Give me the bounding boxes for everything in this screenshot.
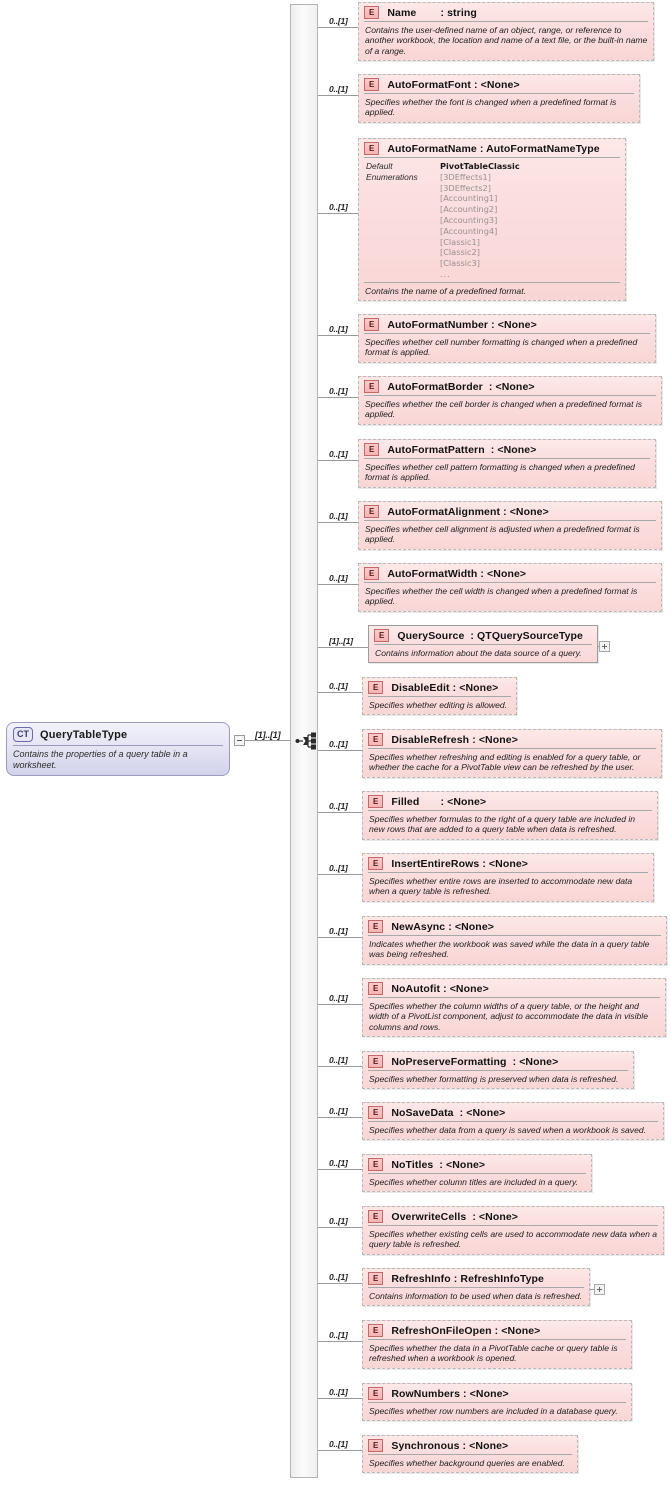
element-cardinality: 0..[1] [329, 84, 348, 94]
element-box[interactable] [362, 1102, 664, 1140]
element-badge: E [368, 1210, 383, 1223]
element-badge: E [368, 857, 383, 870]
element-box[interactable] [362, 677, 517, 715]
element-connector-line [318, 1341, 362, 1342]
enumeration-value: [Classic3] [440, 258, 480, 269]
element-box[interactable] [362, 1320, 632, 1369]
element-box[interactable] [358, 2, 654, 61]
expand-node-button[interactable] [599, 641, 610, 652]
element-header [359, 502, 661, 520]
element-header [363, 1103, 663, 1121]
element-name: RefreshOnFileOpen : <None> [391, 1324, 541, 1337]
element-badge: E [368, 1055, 383, 1068]
element-connector-line [318, 1227, 362, 1228]
element-connector-line [318, 1398, 362, 1399]
enumeration-value: [Accounting3] [440, 214, 498, 225]
element-badge: E [368, 795, 383, 808]
root-cardinality: [1]..[1] [255, 730, 281, 740]
element-cardinality: 0..[1] [329, 324, 348, 334]
element-connector-line [318, 27, 358, 28]
element-name: InsertEntireRows : <None> [391, 857, 529, 870]
element-box[interactable] [358, 376, 662, 425]
element-description: Specifies whether cell alignment is adjusted when a predefined format is applied. [365, 524, 640, 545]
element-name: AutoFormatWidth : <None> [387, 567, 527, 580]
element-name: AutoFormatAlignment : <None> [387, 505, 549, 518]
element-header [363, 1155, 591, 1173]
element-name: DisableRefresh : <None> [391, 733, 518, 746]
element-connector-line [318, 213, 358, 214]
element-cardinality: 0..[1] [329, 1055, 348, 1065]
element-cardinality: 0..[1] [329, 16, 348, 26]
element-description: Specifies whether data from a query is saved when a workbook is saved. [369, 1125, 647, 1135]
element-header [359, 440, 655, 458]
enumeration-block [359, 158, 625, 282]
element-cardinality: 0..[1] [329, 573, 348, 583]
enumeration-default-value: PivotTableClassic [440, 161, 520, 171]
element-name: AutoFormatNumber : <None> [387, 318, 537, 331]
element-name: Name : string [387, 6, 477, 19]
element-connector-line [318, 1169, 362, 1170]
element-header [359, 315, 655, 333]
element-description: Specifies whether the data in a PivotTable cache or query table is refreshed when a workbook is opened. [369, 1343, 618, 1364]
element-box[interactable] [358, 314, 656, 363]
enumeration-value: [Accounting4] [440, 225, 498, 236]
element-name: AutoFormatBorder : <None> [387, 380, 535, 393]
element-badge: E [374, 629, 389, 642]
element-connector-line [318, 647, 368, 648]
enumeration-value: ... [440, 268, 451, 279]
element-cardinality: 0..[1] [329, 386, 348, 396]
element-name: DisableEdit : <None> [391, 681, 499, 694]
element-badge: E [364, 505, 379, 518]
element-cardinality: 0..[1] [329, 1216, 348, 1226]
element-header [363, 917, 666, 935]
element-cardinality: 0..[1] [329, 202, 348, 212]
element-cardinality: 0..[1] [329, 1330, 348, 1340]
element-cardinality: 0..[1] [329, 926, 348, 936]
enumeration-value: [3DEffects2] [440, 182, 491, 193]
element-connector-line [318, 1450, 362, 1451]
element-box[interactable] [362, 916, 667, 965]
element-description: Specifies whether the column widths of a query table, or the height and width of a PivotList component, adjust to accommodate the data in visible columns and rows. [369, 1001, 648, 1032]
enumeration-value: [Classic1] [440, 236, 480, 247]
element-description: Specifies whether formulas to the right of a query table are included in new rows that are added to a query table when data is refreshed. [369, 814, 636, 835]
element-header [363, 792, 657, 810]
element-cardinality: 0..[1] [329, 801, 348, 811]
element-description: Specifies whether background queries are enabled. [369, 1458, 565, 1468]
element-badge: E [364, 78, 379, 91]
element-badge: E [364, 443, 379, 456]
element-description: Specifies whether entire rows are inserted to accommodate new data when a query table is refreshed. [369, 876, 633, 897]
element-badge: E [368, 733, 383, 746]
element-description: Specifies whether existing cells are used to accommodate new data when a query table is refreshed. [369, 1229, 658, 1250]
element-badge: E [368, 1158, 383, 1171]
element-description: Specifies whether row numbers are included in a database query. [369, 1406, 618, 1416]
element-badge: E [364, 318, 379, 331]
expander-connector-line [598, 646, 599, 647]
element-connector-line [318, 937, 362, 938]
element-description: Specifies whether the cell width is changed when a predefined format is applied. [365, 586, 638, 607]
element-box[interactable] [362, 1206, 664, 1255]
element-badge: E [364, 567, 379, 580]
element-cardinality: 0..[1] [329, 863, 348, 873]
element-header [359, 3, 653, 21]
element-box[interactable] [362, 1383, 632, 1421]
element-description: Specifies whether the cell border is changed when a predefined format is applied. [365, 399, 643, 420]
element-connector-line [318, 335, 358, 336]
element-badge: E [364, 142, 379, 155]
element-box[interactable] [362, 853, 654, 902]
element-connector-line [318, 812, 362, 813]
complex-type-box-querytabletype[interactable] [6, 722, 230, 776]
element-badge: E [368, 1106, 383, 1119]
element-header [363, 1269, 589, 1287]
element-name: AutoFormatFont : <None> [387, 78, 520, 91]
element-connector-line [318, 692, 362, 693]
element-connector-line [318, 1283, 362, 1284]
element-cardinality: 0..[1] [329, 1158, 348, 1168]
element-cardinality: 0..[1] [329, 1106, 348, 1116]
element-description: Specifies whether cell pattern formatting is changed when a predefined format is applied. [365, 462, 635, 483]
element-description: Specifies whether refreshing and editing is enabled for a query table, or whether the cache for a PivotTable view can be refreshed by the user. [369, 752, 641, 773]
enumeration-values [440, 161, 520, 280]
element-name: Synchronous : <None> [391, 1439, 509, 1452]
complex-type-header [7, 723, 229, 745]
element-header [363, 854, 653, 872]
element-cardinality: [1]..[1] [329, 636, 353, 646]
element-cardinality: 0..[1] [329, 681, 348, 691]
element-box[interactable] [368, 625, 598, 663]
element-description: Contains information about the data source of a query. [375, 648, 582, 658]
element-header [363, 1321, 631, 1339]
element-name: RefreshInfo : RefreshInfoType [391, 1272, 544, 1285]
element-name: RowNumbers : <None> [391, 1387, 509, 1400]
element-name: OverwriteCells : <None> [391, 1210, 519, 1223]
element-connector-line [318, 522, 358, 523]
element-cardinality: 0..[1] [329, 511, 348, 521]
expand-node-button[interactable] [594, 1284, 605, 1295]
element-name: NoPreserveFormatting : <None> [391, 1055, 559, 1068]
sequence-compositor-icon[interactable] [295, 731, 317, 751]
element-description: Specifies whether cell number formatting is changed when a predefined format is applied. [365, 337, 638, 358]
element-header [363, 678, 516, 696]
element-connector-line [318, 1066, 362, 1067]
element-connector-line [318, 397, 358, 398]
element-description: Specifies whether the font is changed when a predefined format is applied. [365, 97, 617, 118]
element-header [359, 564, 661, 582]
element-description: Specifies whether editing is allowed. [369, 700, 508, 710]
element-header [359, 75, 639, 93]
element-badge: E [368, 1439, 383, 1452]
enumeration-value: [Accounting1] [440, 193, 498, 204]
element-badge: E [368, 982, 383, 995]
element-box[interactable] [362, 1154, 592, 1192]
element-description: Contains information to be used when data is refreshed. [369, 1291, 583, 1301]
root-connector-line [245, 740, 291, 741]
element-box[interactable] [362, 1268, 590, 1306]
expander-connector-line [590, 1289, 594, 1290]
element-name: NoTitles : <None> [391, 1158, 486, 1171]
element-name: QuerySource : QTQuerySourceType [397, 629, 583, 642]
element-description: Contains the user-defined name of an object, range, or reference to another workbook, the location and name of a text file, or the built-in name of a range. [365, 25, 648, 56]
element-cardinality: 0..[1] [329, 1387, 348, 1397]
element-connector-line [318, 95, 358, 96]
element-header [359, 139, 625, 157]
element-box[interactable] [362, 729, 662, 778]
element-box[interactable] [358, 74, 640, 123]
complex-type-description: Contains the properties of a query table in a worksheet. [13, 749, 188, 770]
element-name: AutoFormatPattern : <None> [387, 443, 537, 456]
element-box[interactable] [362, 1435, 578, 1473]
element-connector-line [318, 874, 362, 875]
element-header [369, 626, 597, 644]
element-box[interactable] [362, 1051, 634, 1089]
element-cardinality: 0..[1] [329, 739, 348, 749]
element-name: NoSaveData : <None> [391, 1106, 506, 1119]
element-box[interactable] [358, 138, 626, 301]
element-description: Specifies whether formatting is preserved when data is refreshed. [369, 1074, 619, 1084]
element-description: Indicates whether the workbook was saved while the data in a query table was being refreshed. [369, 939, 650, 960]
element-name: Filled : <None> [391, 795, 487, 808]
element-connector-line [318, 584, 358, 585]
element-box[interactable] [362, 978, 666, 1037]
complex-type-badge: CT [13, 727, 33, 742]
element-box[interactable] [358, 501, 662, 550]
element-box[interactable] [358, 439, 656, 488]
element-badge: E [364, 6, 379, 19]
element-header [363, 730, 661, 748]
element-connector-line [318, 460, 358, 461]
enumeration-label: Default Enumerations [366, 161, 418, 182]
element-name: NoAutofit : <None> [391, 982, 489, 995]
enumeration-value: [Classic2] [440, 247, 480, 258]
complex-type-name: QueryTableType [40, 728, 128, 741]
element-header [359, 377, 661, 395]
element-header [363, 1052, 633, 1070]
element-cardinality: 0..[1] [329, 1272, 348, 1282]
element-connector-line [318, 1004, 362, 1005]
element-badge: E [364, 380, 379, 393]
element-badge: E [368, 1387, 383, 1400]
element-description: Contains the name of a predefined format. [365, 285, 526, 296]
element-cardinality: 0..[1] [329, 1439, 348, 1449]
element-cardinality: 0..[1] [329, 449, 348, 459]
element-connector-line [318, 1117, 362, 1118]
element-box[interactable] [358, 563, 662, 612]
element-badge: E [368, 920, 383, 933]
enumeration-value: [3DEffects1] [440, 171, 491, 182]
element-cardinality: 0..[1] [329, 993, 348, 1003]
enumeration-value: [Accounting2] [440, 204, 498, 215]
element-header [363, 1384, 631, 1402]
element-badge: E [368, 1324, 383, 1337]
element-header [363, 1207, 663, 1225]
collapse-toggle-root[interactable] [234, 735, 245, 746]
element-box[interactable] [362, 791, 658, 840]
element-header [363, 1436, 577, 1454]
element-description: Specifies whether column titles are included in a query. [369, 1177, 579, 1187]
element-badge: E [368, 681, 383, 694]
element-header [363, 979, 665, 997]
element-name: AutoFormatName : AutoFormatNameType [387, 142, 600, 155]
element-badge: E [368, 1272, 383, 1285]
element-connector-line [318, 750, 362, 751]
element-name: NewAsync : <None> [391, 920, 494, 933]
